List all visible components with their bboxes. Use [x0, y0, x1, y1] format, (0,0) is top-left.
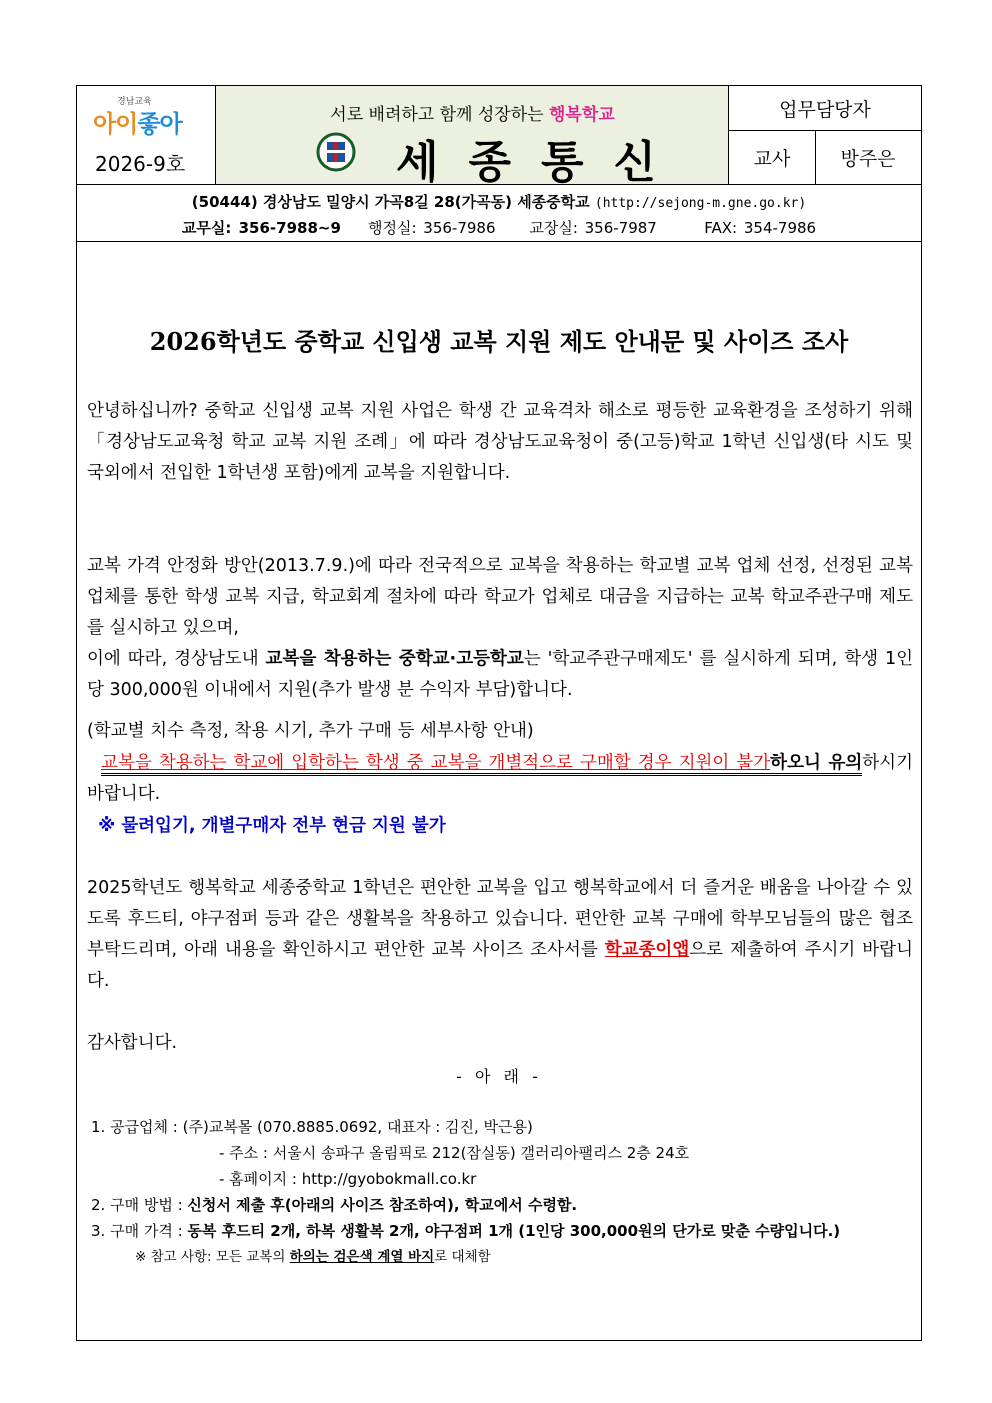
school-motto: 서로 배려하고 함께 성장하는 행복학교: [330, 105, 615, 125]
paragraph-details-note: (학교별 치수 측정, 착용 시기, 추가 구매 등 세부사항 안내): [87, 721, 534, 741]
supplier-address: - 주소 : 서울시 송파구 올림픽로 212(잠실동) 갤러리아팰리스 2층 24호: [219, 1144, 690, 1162]
school-logo: 아이좋아: [93, 110, 182, 138]
paragraph-policy: 교복 가격 안정화 방안(2013.7.9.)에 따라 전국적으로 교복을 착용하는 학교별 교복 업체 선정, 선정된 교복 업체를 통한 학생 교복 지급, 학교회계 절차에 따라 학교가 업체로 대금을 지급하는 교복 학교주관구매 제도를 실시하고 있으며,: [87, 556, 913, 638]
school-url: (http://sejong-m.gne.go.kr): [594, 196, 807, 211]
header-table: [77, 86, 921, 188]
admin-phone: 행정실: 356-7986: [367, 219, 496, 237]
issue-number: 2026-9호: [95, 152, 186, 176]
paragraph-support: 이에 따라, 경상남도내 교복을 착용하는 중학교·고등학교는 '학교주관구매제도' 를 실시하게 되며, 학생 1인당 300,000원 이내에서 지원(추가 발생 분 수익자 부담)합니다.: [87, 649, 913, 700]
address-block: [77, 184, 921, 242]
section-divider: - 아 래 -: [456, 1067, 542, 1086]
logo-caption: 경남교육: [117, 97, 152, 107]
staff-name: 방주은: [840, 147, 896, 170]
staff-label: 업무담당자: [729, 86, 921, 131]
newsletter-title: 세종통신: [396, 137, 687, 188]
reference-note: ※ 참고 사항: 모든 교복의 하의는 검은색 계열 바지로 대체함: [135, 1249, 491, 1265]
document-page: [76, 85, 922, 1341]
paragraph-warning: 교복을 착용하는 학교에 입학하는 학생 중 교복을 개별적으로 구매할 경우 지원이 불가하오니 유의하시기 바랍니다.: [87, 753, 913, 804]
closing-thanks: 감사합니다.: [87, 1033, 178, 1053]
masthead-cell: [216, 86, 729, 188]
purchase-method: 2. 구매 방법 : 신청서 제출 후(아래의 사이즈 참조하여), 학교에서 수령함.: [91, 1196, 578, 1214]
supplier-homepage: - 홈페이지 : http://gyobokmall.co.kr: [219, 1170, 477, 1188]
staff-table: [729, 86, 921, 184]
paragraph-request: 2025학년도 행복학교 세종중학교 1학년은 편안한 교복을 입고 행복학교에서 더 즐거운 배움을 나아갈 수 있도록 후드티, 야구점퍼 등과 같은 생활복을 착용하고 있습니다. 편안한 교복 구매에 학부모님들의 많은 협조 부탁드리며, 아래 내용을 확인하시고 편안한 교복 사이즈 조사서를 학교종이앱으로 제출하여 주시기 바랍니다.: [87, 878, 913, 991]
logo-cell: [77, 86, 216, 184]
school-address: (50444) 경상남도 밀양시 가곡8길 28(가곡동) 세종중학교 (http://sejong-m.gne.go.kr): [191, 193, 807, 211]
document-title: 2026학년도 중학교 신입생 교복 지원 제도 안내문 및 사이즈 조사: [149, 327, 849, 356]
fax-number: FAX: 354-7986: [704, 219, 817, 237]
paragraph-intro: 안녕하십니까? 중학교 신입생 교복 지원 사업은 학생 간 교육격차 해소로 평등한 교육환경을 조성하기 위해 「경상남도교육청 학교 교복 지원 조례」에 따라 경상남도교육청이 중(고등)학교 1학년 신입생(타 시도 및 국외에서 전입한 1학년생 포함)에게 교복을 지원합니다.: [87, 401, 913, 483]
details-list: [91, 1114, 921, 1270]
notice-no-cash: ※ 물려입기, 개별구매자 전부 현금 지원 불가: [98, 816, 446, 836]
contact-numbers: [77, 217, 921, 238]
principal-phone: 교장실: 356-7987: [529, 219, 657, 237]
staff-role: 교사: [729, 130, 816, 184]
office-phone: 교무실: 356-7988~9: [181, 219, 341, 237]
supplier-item: 1. 공급업체 : (주)교복몰 (070.8885.0692, 대표자 : 김진, 박근용): [91, 1118, 533, 1136]
school-emblem-icon: [316, 130, 356, 174]
purchase-price: 3. 구매 가격 : 동복 후드티 2개, 하복 생활복 2개, 야구점퍼 1개 (1인당 300,000원의 단가로 맞춘 수량입니다.): [91, 1222, 841, 1240]
